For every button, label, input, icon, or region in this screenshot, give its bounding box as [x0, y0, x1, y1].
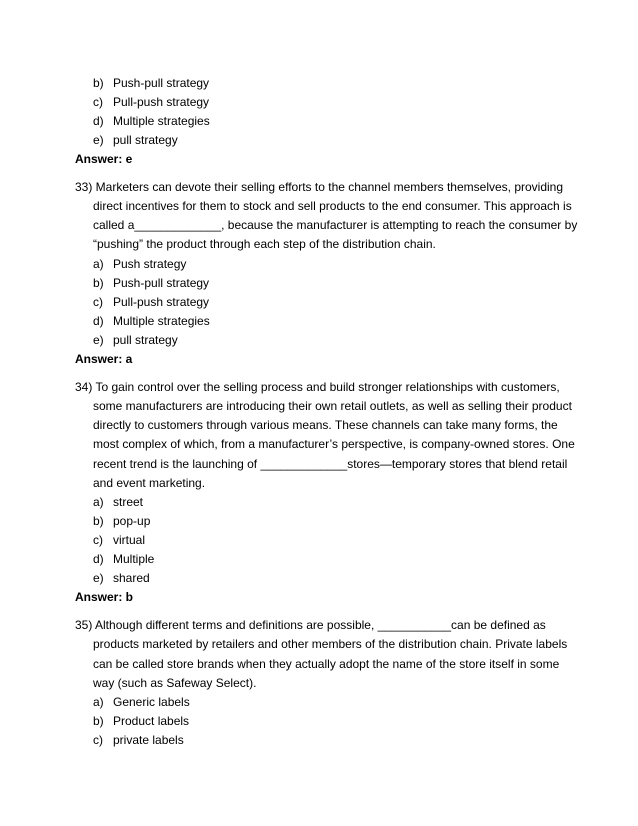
question-34-line: some manufacturers are introducing their own retail outlets, as well as selling their product — [93, 399, 572, 413]
option-letter: a) — [93, 495, 104, 509]
question-35-line: can be called store brands when they actually adopt the name of the store itself in some — [93, 657, 560, 671]
option-letter: c) — [93, 733, 103, 747]
option-text: street — [113, 495, 144, 509]
question-35-line: 35) Although different terms and definitions are possible, ___________can be defined as — [75, 618, 546, 632]
option-text: Multiple strategies — [113, 314, 210, 328]
option-text: Push strategy — [113, 257, 187, 271]
question-33-line: 33) Marketers can devote their selling efforts to the channel members themselves, providing — [75, 180, 564, 194]
option-letter: e) — [93, 133, 104, 147]
option-letter: c) — [93, 295, 103, 309]
option-letter: b) — [93, 714, 104, 728]
option-text: Push-pull strategy — [113, 76, 210, 90]
question-33-line: “pushing” the product through each step of the distribution chain. — [93, 237, 436, 251]
option-text: shared — [113, 571, 150, 585]
option-letter: b) — [93, 514, 104, 528]
question-34-line: and event marketing. — [93, 476, 206, 490]
question-34-line: 34) To gain control over the selling process and build stronger relationships with customers, — [75, 380, 560, 394]
option-text: pull strategy — [113, 333, 178, 347]
option-text: pop-up — [113, 514, 151, 528]
option-text: Product labels — [113, 714, 190, 728]
option-text: Pull-push strategy — [113, 95, 210, 109]
option-text: pull strategy — [113, 133, 178, 147]
question-34-line: directly to customers through various means. These channels can take many forms, the — [93, 418, 558, 432]
option-text: Multiple strategies — [113, 114, 210, 128]
option-text: Multiple — [113, 552, 155, 566]
option-letter: d) — [93, 114, 104, 128]
answer-label: Answer: e — [75, 152, 133, 166]
option-text: Pull-push strategy — [113, 295, 210, 309]
option-text: private labels — [113, 733, 184, 747]
question-34-line: most complex of which, from a manufacturer’s perspective, is company-owned stores. One — [93, 437, 575, 451]
option-text: Push-pull strategy — [113, 276, 210, 290]
question-35-line: products marketed by retailers and other members of the distribution chain. Private labels — [93, 637, 568, 651]
option-letter: b) — [93, 276, 104, 290]
option-text: virtual — [113, 533, 146, 547]
option-letter: d) — [93, 314, 104, 328]
option-text: Generic labels — [113, 695, 190, 709]
answer-label: Answer: b — [75, 590, 134, 604]
option-letter: d) — [93, 552, 104, 566]
question-33-line: called a_____________, because the manufacturer is attempting to reach the consumer by — [93, 218, 578, 232]
option-letter: e) — [93, 571, 104, 585]
option-letter: a) — [93, 695, 104, 709]
option-letter: e) — [93, 333, 104, 347]
question-35-line: way (such as Safeway Select). — [93, 676, 257, 690]
option-letter: a) — [93, 257, 104, 271]
option-letter: b) — [93, 76, 104, 90]
question-33-line: direct incentives for them to stock and sell products to the end consumer. This approach is — [93, 199, 572, 213]
option-letter: c) — [93, 533, 103, 547]
question-34-line: recent trend is the launching of _____________stores—temporary stores that blend retail — [93, 457, 568, 471]
answer-label: Answer: a — [75, 352, 133, 366]
option-letter: c) — [93, 95, 103, 109]
